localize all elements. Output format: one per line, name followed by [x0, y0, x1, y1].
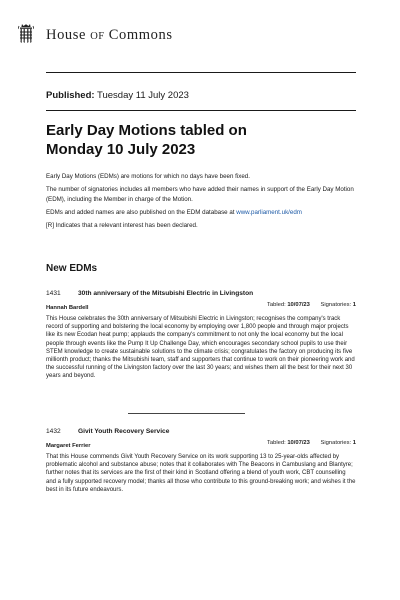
- page-title-line-2: Monday 10 July 2023: [46, 141, 196, 158]
- edm-tabled-info: [267, 302, 356, 308]
- header-rule: [46, 72, 356, 73]
- signatories-label: Signatories:: [320, 440, 352, 446]
- org-name: [46, 27, 173, 44]
- intro-paragraph-4: [R] Indicates that a relevant interest has been declared.: [46, 221, 198, 229]
- edm-separator: [128, 413, 245, 414]
- edm-title: 30th anniversary of the Mitsubishi Electric in Livingston: [78, 290, 254, 297]
- edm-text: This House celebrates the 30th anniversary of Mitsubishi Electric in Livingston; recognises the company's track record of supporting and bolstering the local economy by employing over 1,800 people and through major projects like its new Ecodan heat pump; applauds the company's commitment to not only the local economy but the local people through events like the Pump It Up Challenge Day, which encourages secondary school pupils to use their STEM knowledge to create sustainable solutions to the climate crisis; congratulates the factory on producing its five millionth product; thanks the Mitsubishi team, staff and supporters that continue to work on their pioneering work and the successful running of the Livingston factory over the last 30 years; and wishes them all the best for their next 30 years and beyond.: [46, 316, 355, 380]
- page-title: [46, 121, 366, 159]
- tabled-date: 10/07/23: [287, 440, 310, 446]
- org-commons: Commons: [108, 27, 173, 43]
- intro-paragraph-2: The number of signatories includes all members who have added their names in support of the Early Day Motion (EDM), including the Member in charge of the Motion.: [46, 186, 354, 203]
- edm-text: That this House commends Givit Youth Recovery Service on its work supporting 13 to 25-year-olds affected by problematic alcohol and substance abuse; notes that it collaborates with The Beacons in Cambuslang and Blantyre; further notes that its services are the first of their kind in Scotland offering a blend of youth work, CBT counselling and a fully supported recovery model; thanks all those who contribute to this ground-breaking work; and wishes it the best in its future endeavours.: [46, 454, 356, 493]
- intro-block: [46, 172, 366, 234]
- published-label: Published:: [46, 90, 95, 101]
- edm-number: 1431: [46, 290, 61, 297]
- tabled-date: 10/07/23: [287, 302, 310, 308]
- edm-meta: [46, 302, 356, 314]
- edm-sponsor: Hannah Bardell: [46, 305, 89, 311]
- edm-title: Givit Youth Recovery Service: [78, 428, 170, 435]
- signatories-count: 1: [352, 440, 356, 446]
- edm-database-link[interactable]: www.parliament.uk/edm: [236, 208, 302, 216]
- signatories-label: Signatories:: [320, 302, 352, 308]
- tabled-label: Tabled:: [266, 440, 286, 446]
- edm-header: [46, 290, 356, 302]
- published-line: [46, 90, 189, 101]
- published-rule: [46, 110, 356, 111]
- org-of: OF: [90, 31, 105, 42]
- edm-header: [46, 428, 356, 440]
- tabled-label: Tabled:: [266, 302, 286, 308]
- intro-paragraph-1: Early Day Motions (EDMs) are motions for which no days have been fixed.: [46, 173, 250, 180]
- edm-tabled-info: [267, 440, 356, 446]
- edm-item: [46, 428, 356, 494]
- edm-item: [46, 290, 356, 381]
- intro-paragraph-3: [46, 208, 366, 218]
- org-house: House: [46, 27, 87, 43]
- published-date: Tuesday 11 July 2023: [97, 90, 189, 101]
- intro-paragraph-3-text: EDMs and added names are also published on the EDM database at: [46, 208, 235, 216]
- edm-sponsor: Margaret Ferrier: [46, 443, 91, 449]
- portcullis-icon: [18, 23, 34, 43]
- signatories-count: 1: [352, 302, 356, 308]
- edm-number: 1432: [46, 428, 61, 435]
- section-title: New EDMs: [46, 263, 98, 274]
- page-title-line-1: Early Day Motions tabled on: [46, 122, 247, 139]
- edm-meta: [46, 440, 356, 452]
